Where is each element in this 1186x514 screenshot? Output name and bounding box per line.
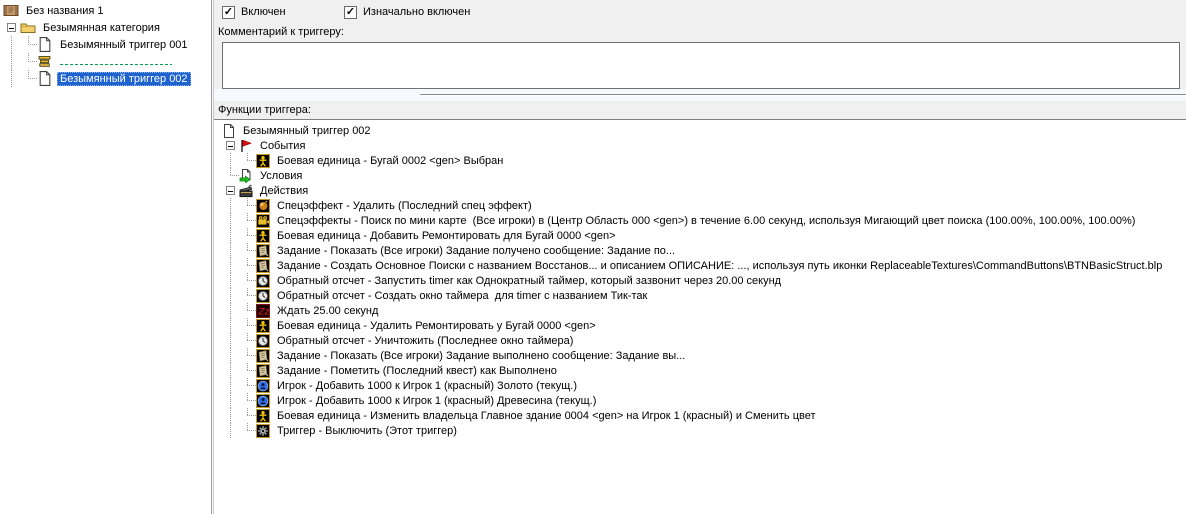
tree-connector <box>239 393 256 408</box>
tree-connector <box>239 303 256 318</box>
tree-item[interactable] <box>0 2 211 19</box>
tree-connector <box>239 348 256 363</box>
tree-connector <box>222 153 239 168</box>
initially-on-checkbox-label: Изначально включен <box>363 6 471 18</box>
tree-item-label: Спецэффекты - Поиск по мини карте (Все игроки) в (Центр Область 000 <gen>) в течение 6.00 секунд, используя Мигающий цвет поиска (100.00%, 100.00%, 100.00%) <box>277 214 1136 227</box>
tree-connector <box>222 228 239 243</box>
tree-item[interactable] <box>214 303 1186 318</box>
tree-item-label: Задание - Создать Основное Поиски с названием Восстанов... и описанием ОПИСАНИЕ: ..., используя путь иконки ReplaceableTextures\CommandButtons\BTNBasicStruct.blp <box>277 259 1163 272</box>
tree-connector <box>239 243 256 258</box>
tree-item[interactable] <box>214 258 1186 273</box>
tree-item-label: Задание - Показать (Все игроки) Задание получено сообщение: Задание по... <box>277 244 676 257</box>
comment-icon <box>37 54 53 69</box>
tree-item-label: Боевая единица - Удалить Ремонтировать у Бугай 0000 <gen> <box>277 319 596 332</box>
tree-item-label: Игрок - Добавить 1000 к Игрок 1 (красный) Древесина (текущ.) <box>277 394 597 407</box>
tree-connector <box>239 423 256 438</box>
quest-icon <box>256 244 270 258</box>
tree-item-label: Безымянная категория <box>43 21 160 34</box>
functions-label-row <box>214 101 1186 119</box>
tree-connector <box>239 408 256 423</box>
tree-item[interactable] <box>214 333 1186 348</box>
tree-connector <box>239 198 256 213</box>
tree-item[interactable] <box>214 378 1186 393</box>
tree-connector <box>222 213 239 228</box>
tree-connector <box>222 393 239 408</box>
tree-item[interactable] <box>214 243 1186 258</box>
tree-item[interactable] <box>0 19 211 36</box>
enabled-checkbox-label: Включен <box>241 6 286 18</box>
tree-item-label: Безымянный триггер 002 <box>57 72 191 86</box>
comment-textarea[interactable] <box>222 42 1180 89</box>
trigger-detail-panel <box>214 0 1186 514</box>
tree-item-label: Безымянный триггер 002 <box>243 124 371 137</box>
tree-connector <box>222 303 239 318</box>
tree-item-label: Обратный отсчет - Создать окно таймера для timer с названием Тик-так <box>277 289 648 302</box>
tree-item-label: Условия <box>260 169 303 182</box>
tree-connector <box>222 423 239 438</box>
trigger-tree <box>0 2 211 87</box>
tree-item[interactable] <box>214 123 1186 138</box>
enabled-checkbox-group[interactable] <box>222 6 344 19</box>
tree-connector <box>239 363 256 378</box>
tree-item-label: События <box>260 139 306 152</box>
tree-connector <box>239 273 256 288</box>
quest-icon <box>256 349 270 363</box>
wait-icon <box>256 304 270 318</box>
enabled-checkbox[interactable]: ✓ <box>223 5 234 18</box>
unit-icon <box>256 409 270 423</box>
timer-icon <box>256 334 270 348</box>
tree-item-label: Действия <box>260 184 309 197</box>
svg-text:Zz: Zz <box>258 307 270 318</box>
tree-item[interactable] <box>0 70 211 87</box>
player-icon <box>256 379 270 393</box>
functions-tree <box>214 123 1186 438</box>
trigger-tree-panel <box>0 0 211 514</box>
tree-item-label: Безымянный триггер 001 <box>60 38 188 51</box>
initially-on-checkbox[interactable]: ✓ <box>345 5 356 18</box>
trigger-page-icon <box>222 124 236 138</box>
splitter-grip-line[interactable] <box>420 94 1186 96</box>
tree-connector <box>3 70 20 87</box>
tree-item[interactable] <box>214 273 1186 288</box>
tree-connector <box>239 318 256 333</box>
tree-item[interactable] <box>214 423 1186 438</box>
tree-item[interactable] <box>214 153 1186 168</box>
functions-area <box>214 119 1186 514</box>
tree-item[interactable] <box>214 288 1186 303</box>
tree-item[interactable] <box>0 53 211 70</box>
tree-item-label: Спецэффект - Удалить (Последний спец эффект) <box>277 199 532 212</box>
tree-connector <box>222 273 239 288</box>
tree-connector <box>239 258 256 273</box>
camera-icon <box>256 214 270 228</box>
map-icon <box>3 3 19 18</box>
tree-connector <box>222 258 239 273</box>
tree-connector <box>20 53 37 70</box>
tree-connector <box>222 348 239 363</box>
tree-item[interactable] <box>214 138 1186 153</box>
tree-item[interactable] <box>214 318 1186 333</box>
unit-icon <box>256 229 270 243</box>
events-flag-icon <box>239 139 253 153</box>
tree-item-label: Задание - Пометить (Последний квест) как Выполнено <box>277 364 557 377</box>
expander-minus[interactable] <box>222 138 239 153</box>
tree-item[interactable] <box>214 363 1186 378</box>
tree-item[interactable] <box>214 213 1186 228</box>
tree-connector <box>222 168 239 183</box>
functions-label: Функции триггера: <box>218 104 311 116</box>
player-icon <box>256 394 270 408</box>
tree-item[interactable] <box>214 408 1186 423</box>
tree-item[interactable] <box>214 228 1186 243</box>
tree-connector <box>222 378 239 393</box>
tree-item-label: Обратный отсчет - Запустить timer как Однократный таймер, который зазвонит через 20.00 секунд <box>277 274 782 287</box>
timer-icon <box>256 274 270 288</box>
tree-item[interactable] <box>0 36 211 53</box>
tree-item[interactable] <box>214 198 1186 213</box>
tree-connector <box>222 333 239 348</box>
tree-connector <box>20 70 37 87</box>
tree-item[interactable] <box>214 348 1186 363</box>
effect-icon <box>256 199 270 213</box>
tree-connector <box>222 198 239 213</box>
tree-item[interactable] <box>214 183 1186 198</box>
tree-item-label: Обратный отсчет - Уничтожить (Последнее окно таймера) <box>277 334 574 347</box>
tree-connector <box>239 213 256 228</box>
trigger-page-icon <box>37 71 53 86</box>
timer-icon <box>256 289 270 303</box>
quest-icon <box>256 259 270 273</box>
tree-connector <box>222 288 239 303</box>
tree-connector <box>222 408 239 423</box>
tree-item-label: Ждать 25.00 секунд <box>277 304 379 317</box>
tree-item-label: Триггер - Выключить (Этот триггер) <box>277 424 457 437</box>
tree-item-label: Боевая единица - Бугай 0002 <gen> Выбран <box>277 154 504 167</box>
expander-minus[interactable] <box>3 19 20 36</box>
tree-connector <box>239 378 256 393</box>
tree-item-label: Игрок - Добавить 1000 к Игрок 1 (красный) Золото (текущ.) <box>277 379 577 392</box>
tree-connector <box>239 288 256 303</box>
tree-connector <box>222 318 239 333</box>
tree-item-label: Боевая единица - Изменить владельца Главное здание 0004 <gen> на Игрок 1 (красный) и Сменить цвет <box>277 409 816 422</box>
tree-connector <box>3 36 20 53</box>
tree-connector <box>222 363 239 378</box>
trigger-options-row <box>222 4 1186 20</box>
comment-label: Комментарий к триггеру: <box>218 26 344 38</box>
unit-icon <box>256 154 270 168</box>
trigger-gear-icon <box>256 424 270 438</box>
tree-connector <box>222 243 239 258</box>
unit-icon <box>256 319 270 333</box>
folder-icon <box>20 20 36 35</box>
conditions-icon <box>239 169 253 183</box>
tree-item[interactable] <box>214 168 1186 183</box>
actions-icon <box>239 184 253 198</box>
initially-on-checkbox-group[interactable] <box>344 6 470 19</box>
tree-item[interactable] <box>214 393 1186 408</box>
tree-item-label: Без названия 1 <box>26 4 104 17</box>
tree-connector <box>239 333 256 348</box>
tree-item-label: Задание - Показать (Все игроки) Задание выполнено сообщение: Задание вы... <box>277 349 686 362</box>
tree-connector <box>3 53 20 70</box>
splitter-band[interactable] <box>214 89 1186 101</box>
tree-item-label: Боевая единица - Добавить Ремонтировать для Бугай 0000 <gen> <box>277 229 616 242</box>
separator-line <box>60 56 172 67</box>
tree-connector <box>239 228 256 243</box>
expander-minus[interactable] <box>222 183 239 198</box>
trigger-page-icon <box>37 37 53 52</box>
tree-connector <box>20 36 37 53</box>
tree-connector <box>239 153 256 168</box>
quest-icon <box>256 364 270 378</box>
